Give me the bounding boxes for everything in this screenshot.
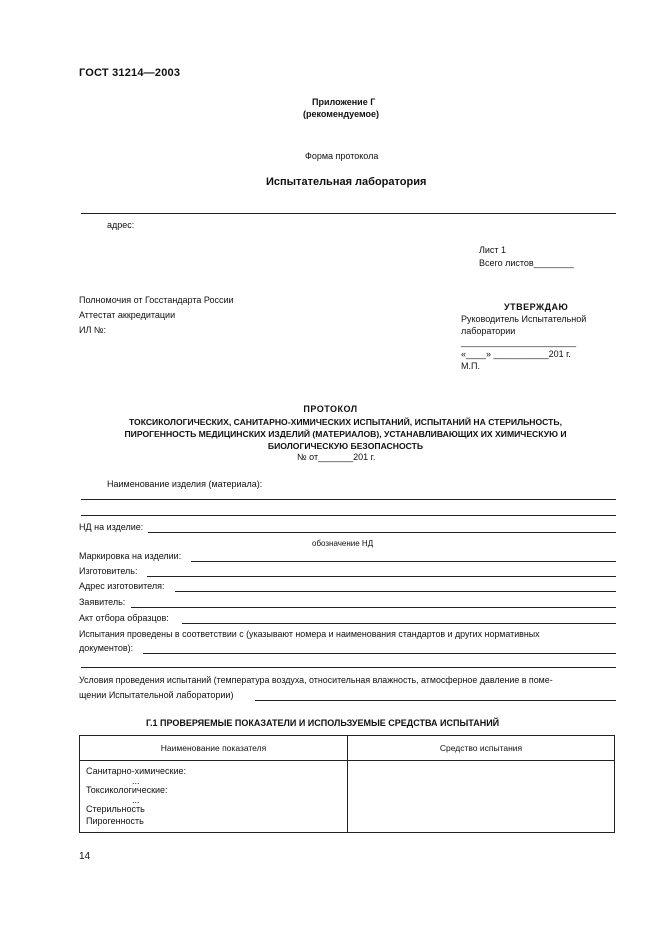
approval-role-line2: лаборатории <box>461 326 516 336</box>
approval-heading: УТВЕРЖДАЮ <box>504 302 569 312</box>
section-g1-title: Г.1 ПРОВЕРЯЕМЫЕ ПОКАЗАТЕЛИ И ИСПОЛЬЗУЕМЫЕ СРЕДСТВА ИСПЫТАНИЙ <box>146 718 500 728</box>
manufacturer-address-label: Адрес изготовителя: <box>79 581 165 591</box>
approval-date-line[interactable]: «____» ___________201 г. <box>461 349 571 359</box>
il-number-label: ИЛ №: <box>79 325 107 335</box>
protocol-number-line[interactable]: № от_______201 г. <box>297 452 376 462</box>
applicant-label: Заявитель: <box>79 597 126 607</box>
indicator-list-cell[interactable] <box>80 761 348 833</box>
approval-role-line1: Руководитель Испытательной <box>461 314 587 324</box>
tests-basis-label-line1: Испытания проведены в соответствии с (указывают номера и наименования стандартов и других нормативных <box>79 629 540 639</box>
header-means-label: Средство испытания <box>439 743 523 753</box>
indicator-sanitary-chemical: Санитарно-химические: <box>86 766 187 776</box>
conditions-label-line2: щении Испытательной лаборатории) <box>79 690 234 700</box>
annex-status: (рекомендуемое) <box>303 109 379 119</box>
protocol-subtitle-line3: БИОЛОГИЧЕСКУЮ БЕЗОПАСНОСТЬ <box>267 441 424 451</box>
indicator-ellipsis-2: ... <box>132 795 140 806</box>
header-means-cell <box>348 736 615 761</box>
protocol-subtitle-line2: ПИРОГЕННОСТЬ МЕДИЦИНСКИХ ИЗДЕЛИЙ (МАТЕРИАЛОВ), УСТАНАВЛИВАЮЩИХ ИХ ХИМИЧЕСКУЮ И <box>124 429 567 439</box>
indicator-toxicological: Токсикологические: <box>86 785 168 796</box>
table-row <box>80 761 615 833</box>
marking-label: Маркировка на изделии: <box>79 551 182 561</box>
annex-title: Приложение Г <box>312 97 376 107</box>
approval-signature-line[interactable]: _______________________ <box>461 337 577 347</box>
conditions-label-line1: Условия проведения испытаний (температура воздуха, относительная влажность, атмосферное давление в поме- <box>79 675 553 685</box>
page-number: 14 <box>79 851 91 862</box>
lab-name-line[interactable] <box>81 213 616 214</box>
indicator-ellipsis-1: ... <box>132 776 140 787</box>
nd-input-line[interactable] <box>148 532 616 533</box>
nd-label: НД на изделие: <box>79 522 144 532</box>
product-name-line-2[interactable] <box>81 515 616 516</box>
manufacturer-address-input-line[interactable] <box>175 591 616 592</box>
conditions-input-line[interactable] <box>255 700 616 701</box>
address-label: адрес: <box>107 220 135 230</box>
indicator-pyrogenicity: Пирогенность <box>86 815 144 826</box>
accreditation-label: Аттестат аккредитации <box>79 310 176 320</box>
nd-caption: обозначение НД <box>312 539 374 548</box>
table-header-row <box>80 736 615 761</box>
standard-code: ГОСТ 31214—2003 <box>79 67 181 79</box>
form-label: Форма протокола <box>305 151 379 161</box>
product-name-line-1[interactable] <box>81 499 616 500</box>
means-cell[interactable] <box>348 761 615 833</box>
marking-input-line[interactable] <box>191 561 616 562</box>
tests-basis-input-line-1[interactable] <box>143 653 616 654</box>
tests-basis-input-line-2[interactable] <box>81 667 616 668</box>
manufacturer-label: Изготовитель: <box>79 566 138 576</box>
indicators-table <box>79 735 615 833</box>
lab-title: Испытательная лаборатория <box>266 176 427 188</box>
indicator-sterility: Стерильность <box>86 804 145 815</box>
manufacturer-input-line[interactable] <box>147 576 616 577</box>
product-name-label: Наименование изделия (материала): <box>107 479 263 489</box>
authority-label: Полномочия от Госстандарта России <box>79 295 234 305</box>
sampling-act-label: Акт отбора образцов: <box>79 613 169 623</box>
header-indicator-cell <box>80 736 348 761</box>
tests-basis-label-line2: документов): <box>79 643 134 653</box>
sampling-act-input-line[interactable] <box>182 623 616 624</box>
applicant-input-line[interactable] <box>131 607 616 608</box>
protocol-heading: ПРОТОКОЛ <box>303 404 358 414</box>
total-sheets-label: Всего листов________ <box>479 258 574 268</box>
header-indicator-label: Наименование показателя <box>160 743 267 753</box>
approval-seal: М.П. <box>461 361 480 371</box>
sheet-label: Лист 1 <box>479 245 507 255</box>
protocol-subtitle-line1: ТОКСИКОЛОГИЧЕСКИХ, САНИТАРНО-ХИМИЧЕСКИХ ИСПЫТАНИЙ, ИСПЫТАНИЙ НА СТЕРИЛЬНОСТЬ, <box>128 417 562 427</box>
